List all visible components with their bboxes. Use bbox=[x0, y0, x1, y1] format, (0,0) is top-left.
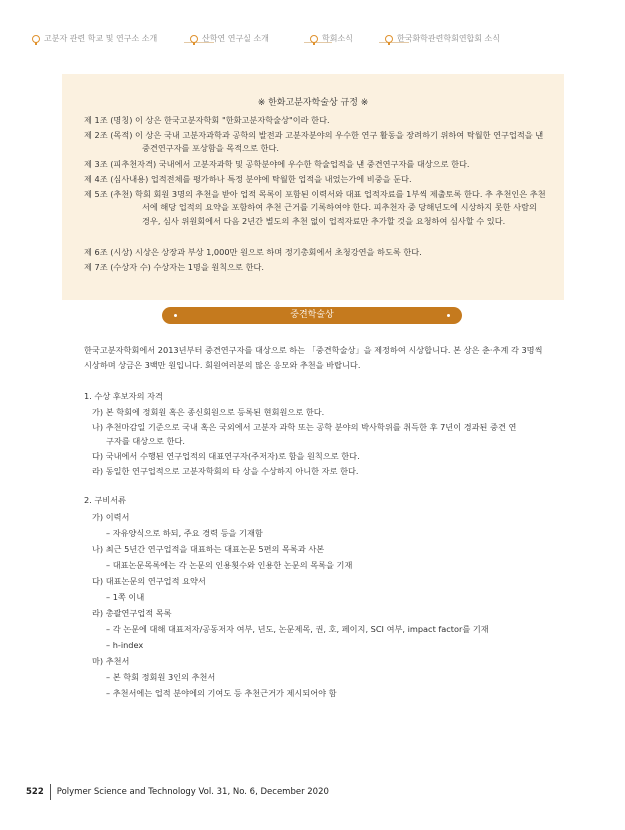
page-number: 522 bbox=[26, 787, 44, 797]
bullet-dot-icon bbox=[174, 314, 177, 317]
s1-item-ga: 가) 본 학회에 정회원 혹은 종신회원으로 등록된 현회원으로 한다. bbox=[92, 407, 325, 417]
s1-item-ra: 라) 동일한 연구업적으로 고분자학회의 타 상을 수상하지 아니한 자로 한다. bbox=[92, 466, 359, 476]
location-pin-icon bbox=[385, 35, 393, 43]
article-5: 제 5조 (추천) 학회 회원 3명의 추천을 받아 업적 목록이 포함된 이력서와 대표 업적자료를 1부씩 제출토록 한다. 추 추천인은 추천서에 해당 업적의 요약을 포함하여 추천 근거를 기록하여야 한다. 피추천자 중 당해년도에 시상하지 못한 사람의 경우, 심사 위원회에서 다음 2년간 별도의 추천 없이 업적자료만 추가할 것을 요청하여 심사할 수 있다. bbox=[84, 189, 546, 226]
s2-item-da: 다) 대표논문의 연구업적 요약서 bbox=[92, 576, 206, 586]
s2-item-na-detail: – 대표논문목록에는 각 논문의 인용횟수와 인용한 논문의 목록을 기재 bbox=[106, 560, 353, 570]
s2-item-ma-detail-2: – 추천서에는 업적 분야에의 기여도 등 추천근거가 제시되어야 함 bbox=[106, 688, 337, 698]
nav-item-label: 산학연 연구실 소개 bbox=[202, 34, 269, 43]
nav-item-label: 고분자 관련 학교 및 연구소 소개 bbox=[44, 34, 158, 43]
footer-divider bbox=[50, 784, 51, 800]
nav-item-news[interactable] bbox=[310, 33, 353, 44]
article-3: 제 3조 (피추천자격) 국내에서 고분자과학 및 공학분야에 우수한 학술업적을 낸 중견연구자를 대상으로 한다. bbox=[84, 159, 470, 169]
midcareer-award-banner bbox=[162, 307, 462, 324]
page-footer bbox=[26, 784, 329, 800]
nav-item-federation[interactable] bbox=[385, 33, 500, 44]
location-pin-icon bbox=[310, 35, 318, 43]
nav-item-label: 한국화학관련학회연합회 소식 bbox=[397, 34, 501, 43]
intro-paragraph: 한국고분자학회에서 2013년부터 중견연구자를 대상으로 하는 「중견학술상」을 제정하여 시상합니다. 본 상은 춘·추계 각 3명씩 시상하며 상금은 3백만 원입니다. 회원여러분의 많은 응모와 추천을 바랍니다. bbox=[84, 345, 543, 370]
section-1-title: 1. 수상 후보자의 자격 bbox=[84, 391, 163, 401]
s2-item-da-detail: – 1쪽 이내 bbox=[106, 592, 145, 602]
s2-item-ra: 라) 총괄연구업적 목록 bbox=[92, 608, 172, 618]
nav-item-schools[interactable] bbox=[32, 33, 157, 44]
s2-item-ra-hindex: – h-index bbox=[106, 640, 144, 650]
article-7: 제 7조 (수상자 수) 수상자는 1명을 원칙으로 한다. bbox=[84, 262, 264, 272]
article-4: 제 4조 (심사내용) 업적전체를 평가하나 특정 분야에 탁월한 업적을 내었는가에 비중을 둔다. bbox=[84, 174, 412, 184]
article-1: 제 1조 (명칭) 이 상은 한국고분자학회 "한화고분자학술상"이라 한다. bbox=[84, 115, 330, 125]
top-navigation bbox=[32, 33, 611, 53]
location-pin-icon bbox=[190, 35, 198, 43]
nav-item-labs[interactable] bbox=[190, 33, 269, 44]
banner-label: 중견학술상 bbox=[290, 310, 334, 320]
s2-item-na: 나) 최근 5년간 연구업적을 대표하는 대표논문 5편의 목록과 사본 bbox=[92, 544, 325, 554]
s1-item-na: 나) 추천마감일 기준으로 국내 혹은 국외에서 고분자 과학 또는 공학 분야의 박사학위를 취득한 후 7년이 경과된 중견 연 bbox=[92, 422, 517, 432]
s2-item-ma-detail: – 본 학회 정회원 3인의 추천서 bbox=[106, 672, 216, 682]
s2-item-ga: 가) 이력서 bbox=[92, 512, 130, 522]
journal-citation: Polymer Science and Technology Vol. 31, No. 6, December 2020 bbox=[56, 787, 329, 797]
award-rules-title: ※ 한화고분자학술상 규정 ※ bbox=[257, 98, 369, 108]
article-2: 제 2조 (목적) 이 상은 국내 고분자과학과 공학의 발전과 고분자분야의 우수한 연구 활동을 장려하기 위하여 탁월한 연구업적을 낸 중견연구자를 포상함을 목적으로 한다. bbox=[84, 130, 544, 154]
s1-item-na-cont: 구자를 대상으로 한다. bbox=[106, 436, 185, 446]
s2-item-ra-detail: – 각 논문에 대해 대표저자/공동저자 여부, 년도, 논문제목, 권, 호, 페이지, SCI 여부, impact factor를 기재 bbox=[106, 624, 489, 634]
s2-item-ga-detail: – 자유양식으로 하되, 주요 경력 등을 기재함 bbox=[106, 528, 263, 538]
location-pin-icon bbox=[32, 35, 40, 43]
s1-item-da: 다) 국내에서 수행된 연구업적의 대표연구자(주저자)로 함을 원칙으로 한다. bbox=[92, 451, 360, 461]
award-rules-box bbox=[62, 74, 564, 300]
nav-item-label: 학회소식 bbox=[322, 34, 353, 43]
article-6: 제 6조 (시상) 시상은 상장과 부상 1,000만 원으로 하며 정기총회에서 초청강연을 하도록 한다. bbox=[84, 247, 422, 257]
s2-item-ma: 마) 추천서 bbox=[92, 656, 130, 666]
section-2-title: 2. 구비서류 bbox=[84, 495, 127, 505]
bullet-dot-icon bbox=[447, 314, 450, 317]
